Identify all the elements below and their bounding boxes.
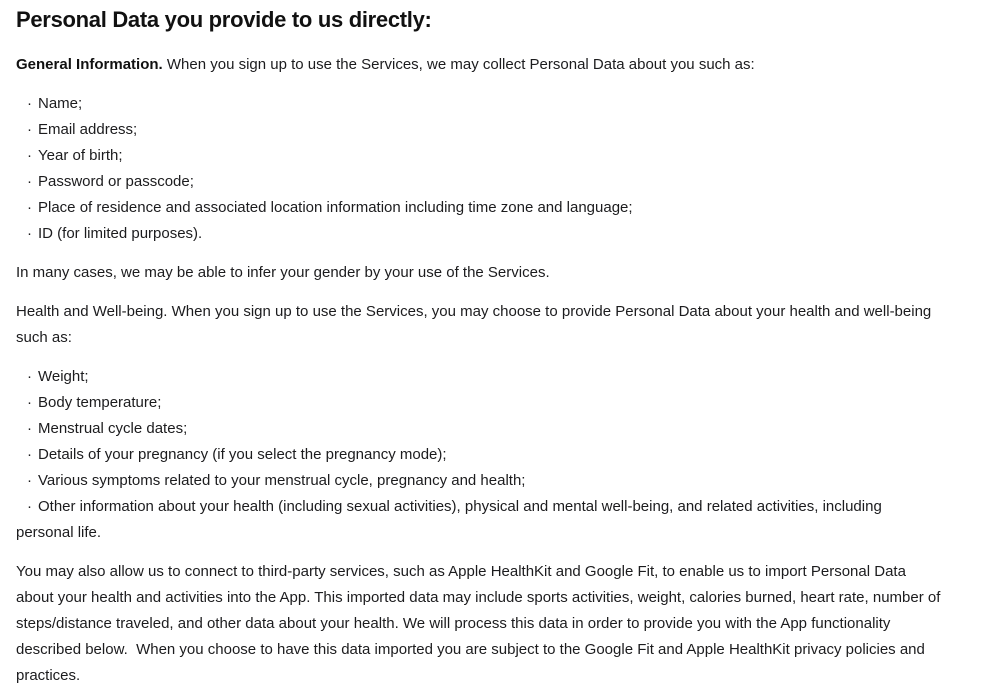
list-item xyxy=(16,494,942,546)
list-item xyxy=(16,143,942,169)
list-item-text: Weight; xyxy=(38,368,89,385)
list-item-text: Email address; xyxy=(38,121,138,138)
bullet-icon: · xyxy=(27,394,32,411)
list-item xyxy=(16,117,942,143)
bullet-icon: · xyxy=(27,498,32,515)
list-item-text: Place of residence and associated location information including time zone and language; xyxy=(38,199,633,216)
list-item-text: Menstrual cycle dates; xyxy=(38,420,188,437)
list-item xyxy=(16,364,942,390)
list-item xyxy=(16,195,942,221)
list-item xyxy=(16,416,942,442)
list-item-text: Year of birth; xyxy=(38,147,123,164)
list-item xyxy=(16,390,942,416)
list-item-text: Password or passcode; xyxy=(38,173,194,190)
bullet-icon: · xyxy=(27,420,32,437)
bullet-icon: · xyxy=(27,225,32,242)
list-item xyxy=(16,221,942,247)
general-info-list xyxy=(16,91,942,247)
health-wellbeing-paragraph: Health and Well-being. When you sign up to use the Services, you may choose to provide Personal Data about your health and well-being such as: xyxy=(16,303,936,346)
bullet-icon: · xyxy=(27,173,32,190)
third-party-services-paragraph: You may also allow us to connect to third-party services, such as Apple HealthKit and Google Fit, to enable us to import Personal Data about your health and activities into the App. This imported data may include sports activities, weight, calories burned, heart rate, number of steps/distance traveled, and other data about your health. We will process this data in order to provide you with the App functionality described below. When you choose to have this data imported you are subject to the Google Fit and Apple HealthKit privacy policies and practices. xyxy=(16,563,945,684)
bullet-icon: · xyxy=(27,147,32,164)
page-title: Personal Data you provide to us directly: xyxy=(16,7,432,32)
list-item xyxy=(16,91,942,117)
list-item xyxy=(16,468,942,494)
bullet-icon: · xyxy=(27,121,32,138)
health-data-list xyxy=(16,364,942,546)
list-item-text: Name; xyxy=(38,95,83,112)
list-item-text: Various symptoms related to your menstrual cycle, pregnancy and health; xyxy=(38,472,526,489)
bullet-icon: · xyxy=(27,199,32,216)
list-item xyxy=(16,442,942,468)
gender-inference-paragraph: In many cases, we may be able to infer your gender by your use of the Services. xyxy=(16,264,550,281)
general-info-label: General Information. xyxy=(16,56,163,73)
general-info-paragraph xyxy=(16,52,942,78)
list-item-text: Details of your pregnancy (if you select the pregnancy mode); xyxy=(38,446,447,463)
list-item-text: Other information about your health (including sexual activities), physical and mental well-being, and related activities, including personal life. xyxy=(16,498,882,541)
general-info-text: When you sign up to use the Services, we may collect Personal Data about you such as: xyxy=(162,56,755,73)
bullet-icon: · xyxy=(27,368,32,385)
list-item-text: ID (for limited purposes). xyxy=(38,225,203,242)
bullet-icon: · xyxy=(27,446,32,463)
bullet-icon: · xyxy=(27,95,32,112)
list-item xyxy=(16,169,942,195)
list-item-text: Body temperature; xyxy=(38,394,162,411)
bullet-icon: · xyxy=(27,472,32,489)
